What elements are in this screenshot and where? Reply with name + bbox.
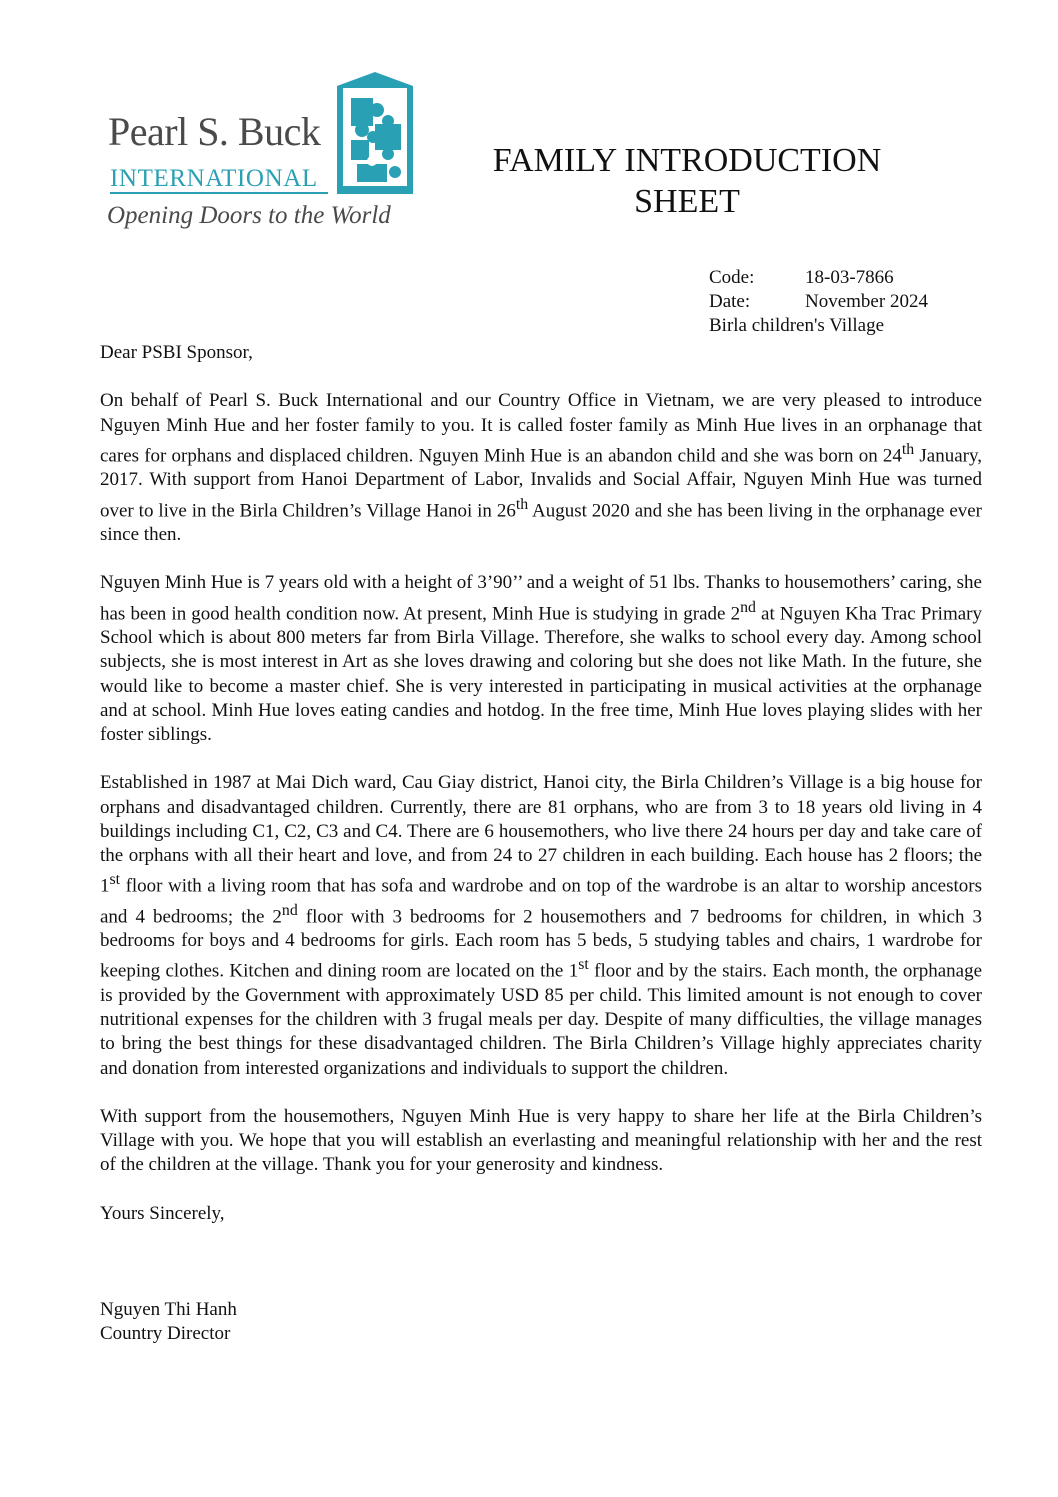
paragraph-village: [100, 771, 982, 1080]
paragraph-introduction: [100, 389, 982, 547]
text-segment: January, 2017. With support from Hanoi Department of Labor, Invalids and Social Affair, Nguyen Minh Hue was turned over to live in the Birla Children’s Village Hanoi in 26: [100, 445, 982, 521]
title-line-1: FAMILY INTRODUCTION: [492, 142, 882, 179]
salutation: Dear PSBI Sponsor,: [100, 342, 253, 363]
logo-tagline: Opening Doors to the World: [107, 202, 391, 229]
page-title: [480, 140, 894, 222]
logo-divider: [110, 192, 328, 194]
text-segment: Nguyen Minh Hue is 7 years old with a height of 3’90’’ and a weight of 51 lbs. Thanks to housemothers’ caring, she has been in good health condition now. At present, Minh Hue is studying in grade 2: [100, 572, 982, 624]
code-value: 18-03-7866: [805, 267, 894, 288]
date-row: [709, 290, 928, 314]
ordinal-suffix: st: [109, 871, 121, 889]
closing-phrase: Yours Sincerely,: [100, 1202, 225, 1224]
document-meta: [709, 266, 928, 338]
text-segment: floor and by the stairs. Each month, the orphanage is provided by the Government with approximately USD 85 per child. This limited amount is not enough to cover nutritional expenses for the children with 3 frugal meals per day. Despite of many difficulties, the village manages to bring the best things for these disadvantaged children. The Birla Children’s Village highly appreciates charity and donation from interested organizations and individuals to support the children.: [100, 960, 983, 1079]
text-segment: Established in 1987 at Mai Dich ward, Cau Giay district, Hanoi city, the Birla Children’s Village is a big house for orphans and disadvantaged children. Currently, there are 81 orphans, who are from 3 to 18 years old living in 4 buildings including C1, C2, C3 and C4. There are 6 housemothers, who live there 24 hours per day and take care of the orphans with all their heart and love, and from 24 to 27 children in each building. Each house has 2 floors; the 1: [100, 772, 982, 897]
letter-body: [100, 341, 982, 1347]
village-row: [709, 314, 928, 338]
puzzle-house-icon: [337, 72, 413, 194]
signer-name: Nguyen Thi Hanh: [100, 1299, 237, 1321]
text-segment: floor with 3 bedrooms for 2 housemothers and 7 bedrooms for children, in which 3 bedrooms for boys and 4 bedrooms for girls. Each room has 5 beds, 5 studying tables and chairs, 1 wardrobe for keeping clothes. Kitchen and dining room are located on the 1: [100, 906, 982, 982]
logo-subtitle: INTERNATIONAL: [110, 165, 318, 192]
logo-name: Pearl S. Buck: [108, 109, 321, 154]
text-segment: August 2020 and she has been living in the orphanage ever since then.: [100, 499, 983, 546]
ordinal-suffix: th: [515, 495, 529, 513]
date-value: November 2024: [805, 291, 928, 312]
organization-logo: [104, 72, 424, 237]
paragraph-child-profile: [100, 571, 982, 747]
ordinal-suffix: st: [578, 956, 589, 974]
text-segment: at Nguyen Kha Trac Primary School which is about 800 meters far from Birla Village. Therefore, she walks to school every day. Among school subjects, she is most interest in Art as she loves drawing and coloring but she does not like Math. In the future, she would like to become a master chief. She is very interested in participating in musical activities at the orphanage and at school. Minh Hue loves eating candies and hotdog. In the free time, Minh Hue loves playing slides with her foster siblings.: [100, 602, 982, 745]
text-segment: On behalf of Pearl S. Buck International and our Country Office in Vietnam, we are very pleased to introduce Nguyen Minh Hue and her foster family to you. It is called foster family as Minh Hue lives in an orphanage that cares for orphans and displaced children. Nguyen Minh Hue is an abandon child and she was born on 24: [100, 390, 982, 467]
text-segment: floor with a living room that has sofa and wardrobe and on top of the wardrobe is an altar to worship ancestors and 4 bedrooms; the 2: [100, 875, 982, 928]
signature-space: [100, 1250, 982, 1298]
date-label: Date:: [709, 291, 751, 312]
code-label: Code:: [709, 267, 755, 288]
title-line-2: SHEET: [634, 183, 740, 220]
village-name: Birla children's Village: [709, 315, 884, 336]
code-row: [709, 266, 928, 290]
ordinal-suffix: th: [901, 440, 915, 458]
ordinal-suffix: nd: [281, 901, 298, 919]
ordinal-suffix: nd: [740, 598, 756, 616]
signer-title: Country Director: [100, 1323, 231, 1345]
paragraph-closing: With support from the housemothers, Nguyen Minh Hue is very happy to share her life at the Birla Children’s Village with you. We hope that you will establish an everlasting and meaningful relationship with her and the rest of the children at the village. Thank you for your generosity and kindness.: [100, 1106, 982, 1176]
